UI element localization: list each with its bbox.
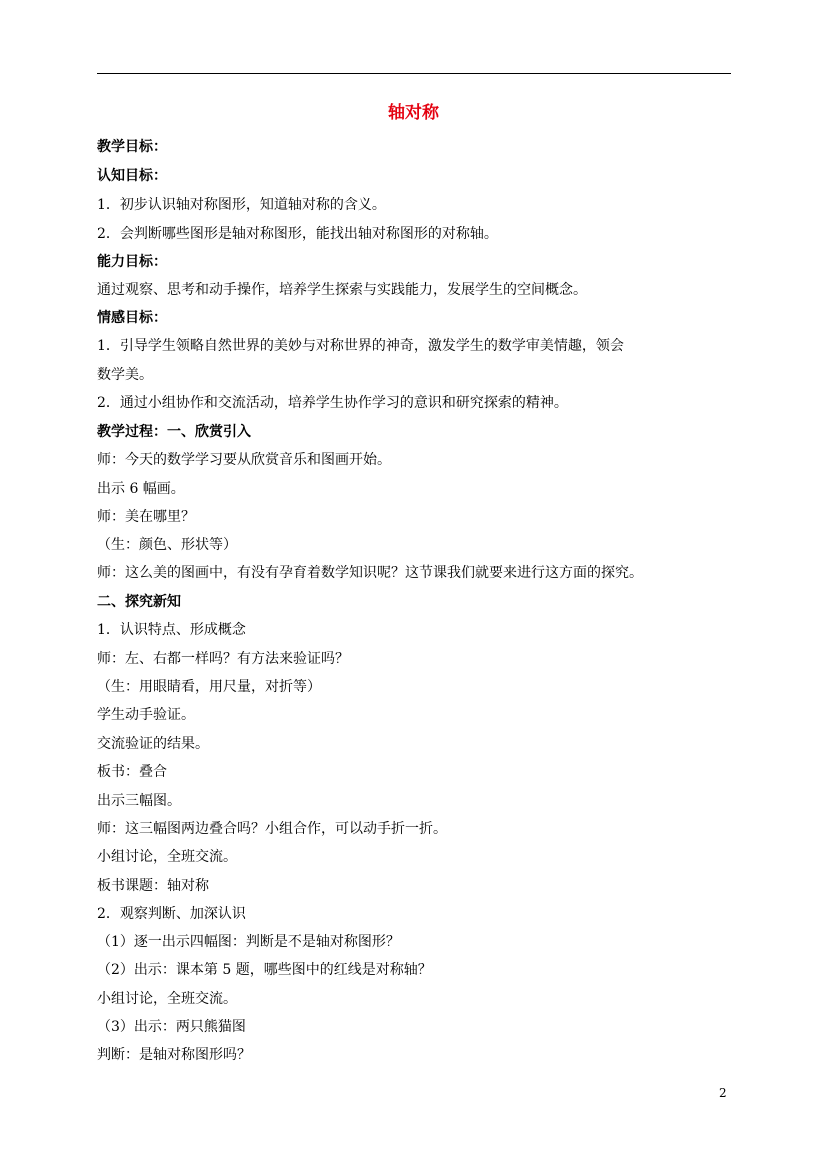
page-number: 2	[719, 1086, 727, 1100]
text-line: 1．初步认识轴对称图形，知道轴对称的含义。	[97, 197, 386, 213]
heading-emotional-goals: 情感目标：	[97, 310, 167, 326]
text-line: 出示三幅图。	[97, 793, 181, 809]
text-line: 小组讨论，全班交流。	[97, 849, 237, 865]
header-rule	[97, 73, 731, 74]
text-line: （2）出示：课本第 5 题，哪些图中的红线是对称轴？	[97, 962, 432, 978]
text-line: 师：左、右都一样吗？有方法来验证吗？	[97, 651, 349, 667]
text-line: 1．引导学生领略自然世界的美妙与对称世界的神奇，激发学生的数学审美情趣，领会	[97, 338, 624, 354]
text-line: 学生动手验证。	[97, 707, 195, 723]
text-line: 师：美在哪里？	[97, 509, 195, 525]
text-line: 板书：叠合	[97, 764, 167, 780]
text-line: 师：这么美的图画中，有没有孕育着数学知识呢？这节课我们就要来进行这方面的探究。	[97, 565, 643, 581]
text-line: （3）出示：两只熊猫图	[97, 1019, 246, 1035]
text-line: 通过观察、思考和动手操作，培养学生探索与实践能力，发展学生的空间概念。	[97, 282, 587, 298]
text-line: （生：用眼睛看，用尺量，对折等）	[97, 679, 321, 695]
text-line: 出示 6 幅画。	[97, 481, 185, 497]
heading-ability-goals: 能力目标：	[97, 254, 167, 270]
text-line: 师：这三幅图两边叠合吗？小组合作，可以动手折一折。	[97, 821, 447, 837]
text-line: 1．认识特点、形成概念	[97, 622, 246, 638]
heading-teaching-goals: 教学目标：	[97, 139, 167, 155]
heading-cognitive-goals: 认知目标：	[97, 168, 167, 184]
text-line: 2．观察判断、加深认识	[97, 906, 246, 922]
text-line: （生：颜色、形状等）	[97, 537, 237, 553]
heading-explore-new: 二、探究新知	[97, 594, 181, 610]
document-title: 轴对称	[388, 103, 439, 123]
text-line: 师：今天的数学学习要从欣赏音乐和图画开始。	[97, 452, 391, 468]
text-line: 板书课题：轴对称	[97, 878, 209, 894]
text-line: 数学美。	[97, 367, 153, 383]
text-line: 小组讨论，全班交流。	[97, 991, 237, 1007]
heading-teaching-process: 教学过程：一、欣赏引入	[97, 424, 251, 440]
text-line: 判断：是轴对称图形吗？	[97, 1047, 251, 1063]
text-line: 交流验证的结果。	[97, 736, 209, 752]
text-line: 2．通过小组协作和交流活动，培养学生协作学习的意识和研究探索的精神。	[97, 395, 568, 411]
text-line: （1）逐一出示四幅图：判断是不是轴对称图形？	[97, 934, 400, 950]
text-line: 2．会判断哪些图形是轴对称图形，能找出轴对称图形的对称轴。	[97, 226, 498, 242]
